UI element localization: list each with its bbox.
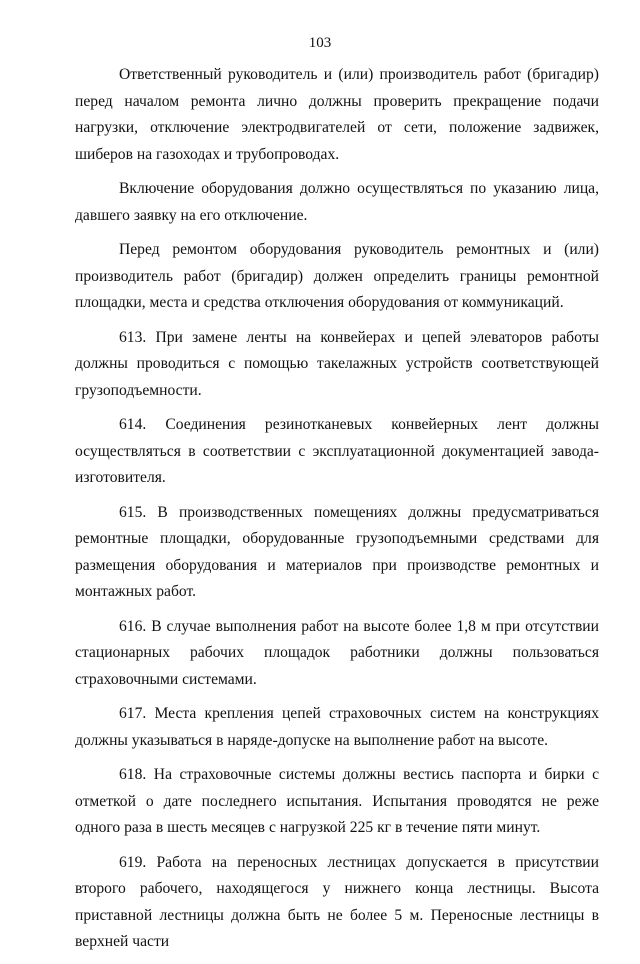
paragraph-616: 616. В случае выполнения работ на высоте более 1,8 м при отсутствии стационарных рабочих площадок работники должны пользоваться страховочными системами. xyxy=(75,617,599,688)
document-body xyxy=(75,62,599,964)
paragraph-repair-area-boundaries: Перед ремонтом оборудования руководитель ремонтных и (или) производитель работ (бригадир) должен определить границы ремонтной площадки, места и средства отключения оборудования от коммуникаций. xyxy=(75,241,599,311)
paragraph-614: 614. Соединения резинотканевых конвейерных лент должны осуществляться в соответствии с эксплуатационной документацией завода-изготовителя. xyxy=(75,416,599,486)
paragraph-613: 613. При замене ленты на конвейерах и цепей элеваторов работы должны проводиться с помощью такелажных устройств соответствующей грузоподъемности. xyxy=(75,328,599,399)
paragraph-617: 617. Места крепления цепей страховочных систем на конструкциях должны указываться в наряде-допуске на выполнение работ на высоте. xyxy=(75,705,599,749)
page-number: 103 xyxy=(308,35,332,51)
paragraph-618: 618. На страховочные системы должны вестись паспорта и бирки с отметкой о дате последнего испытания. Испытания проводятся не реже одного раза в шесть месяцев с нагрузкой 225 кг в течение пяти минут. xyxy=(75,766,599,836)
paragraph-equipment-switch-on: Включение оборудования должно осуществляться по указанию лица, давшего заявку на его отключение. xyxy=(75,180,599,224)
paragraph-619: 619. Работа на переносных лестницах допускается в присутствии второго рабочего, находящегося у нижнего конца лестницы. Высота приставной лестницы должна быть не более 5 м. Переносные лестницы в верхней части xyxy=(75,853,599,950)
paragraph-responsible-check: Ответственный руководитель и (или) производитель работ (бригадир) перед началом ремонта лично должны проверить прекращение подачи нагрузки, отключение электродвигателей от сети, положение задвижек, шиберов на газоходах и трубопроводах. xyxy=(75,66,599,163)
paragraph-615: 615. В производственных помещениях должны предусматриваться ремонтные площадки, оборудованные грузоподъемными средствами для размещения оборудования и материалов при производстве ремонтных и монтажных работ. xyxy=(75,503,599,600)
